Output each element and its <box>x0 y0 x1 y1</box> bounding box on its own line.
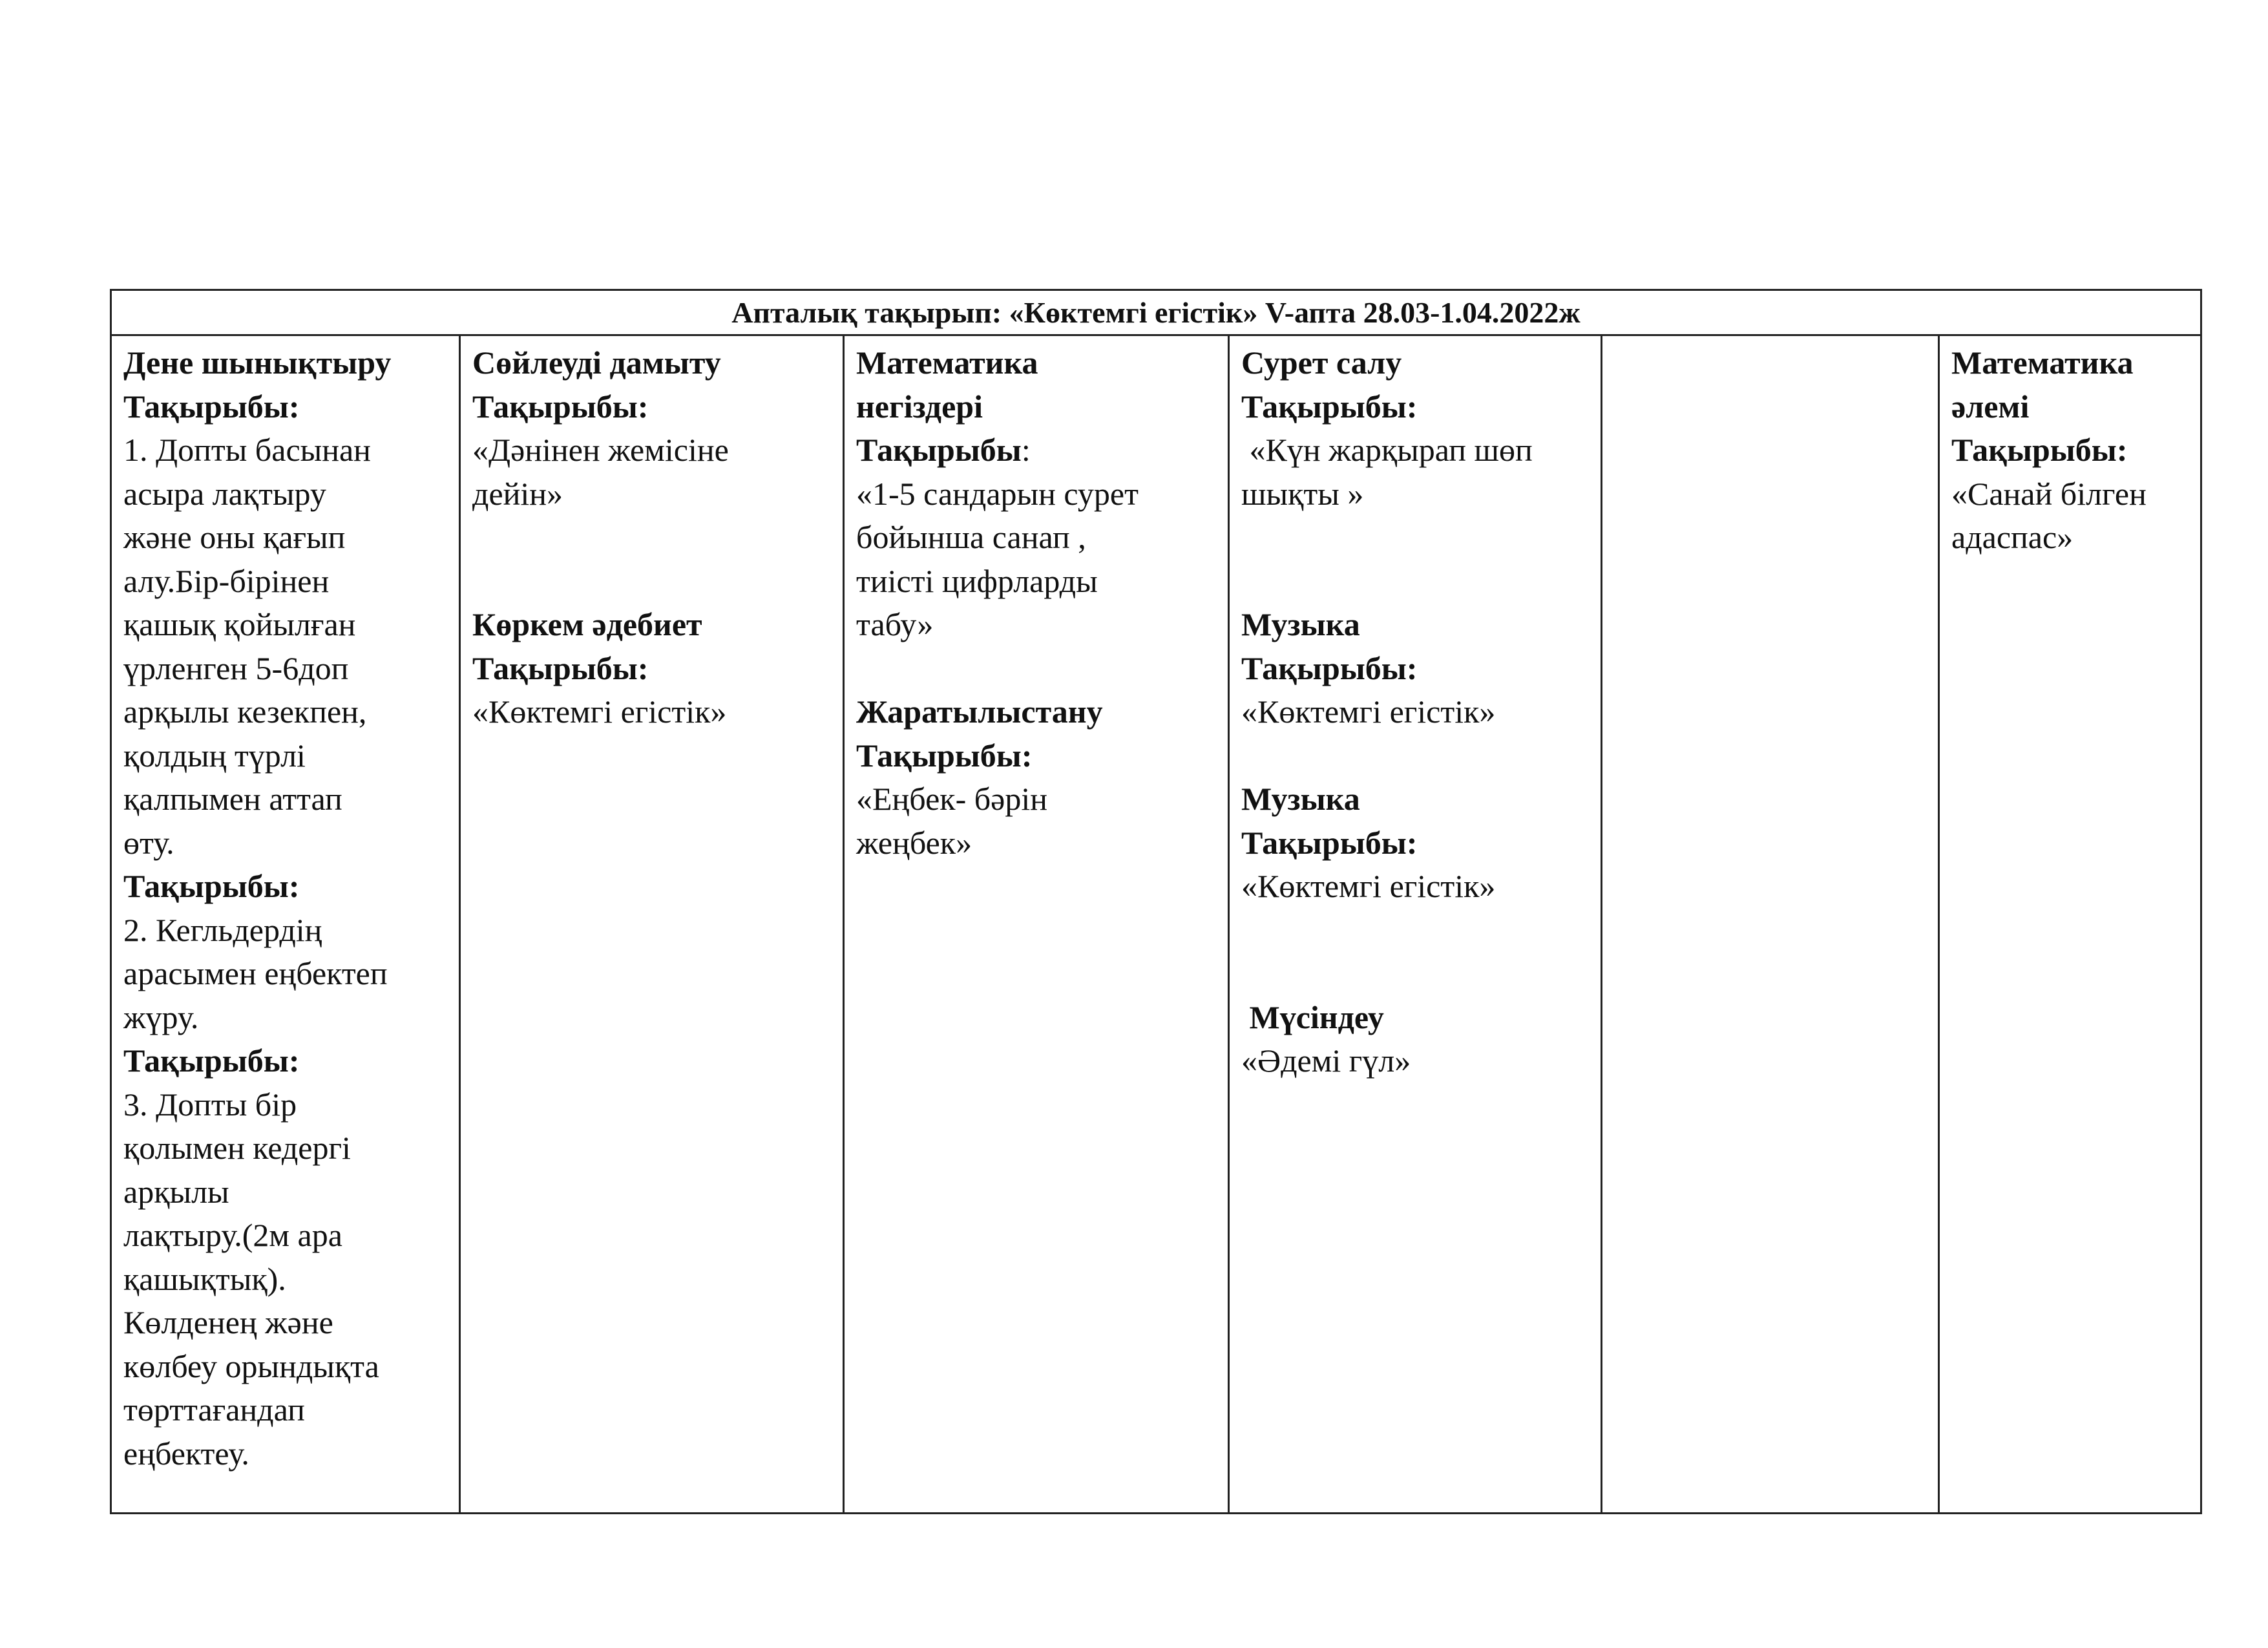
text-line: «Еңбек- бәрін <box>856 781 1047 817</box>
topic-label: Тақырыбы: <box>856 737 1033 774</box>
text-line: қашықтық). <box>123 1260 286 1297</box>
text-line: «Санай білген <box>1951 475 2147 512</box>
spacer <box>856 647 1219 691</box>
topic-label: Тақырыбы: <box>123 388 300 425</box>
text-line: адаспас» <box>1951 519 2074 555</box>
text-line: асыра лақтыру <box>123 475 326 512</box>
text-line: көлбеу орындықта <box>123 1347 379 1384</box>
text-line: «Әдемі гүл» <box>1241 1042 1411 1079</box>
topic-label: Тақырыбы: <box>1241 650 1418 686</box>
column-math-basics <box>843 336 1228 1512</box>
text-line: қолымен кедергі <box>123 1130 351 1166</box>
topic-label: Тақырыбы: <box>1951 432 2128 468</box>
topic-label: Тақырыбы: <box>1241 824 1418 861</box>
text-line: «Күн жарқырап шөп <box>1241 432 1533 468</box>
text-line: алу.Бір-бірінен <box>123 562 330 599</box>
column-physical-education <box>112 336 459 1512</box>
text-line: 2. Кегльдердің <box>123 911 322 948</box>
text-line: дейін» <box>472 475 563 512</box>
text-line: «Дәнінен жемісіне <box>472 432 729 468</box>
text-line: «Көктемгі егістік» <box>1241 868 1496 904</box>
column-math-world <box>1938 336 2202 1512</box>
column-heading: Математика <box>856 344 1038 381</box>
text-line: табу» <box>856 606 934 642</box>
column-drawing <box>1228 336 1601 1512</box>
text-line: «Көктемгі егістік» <box>1241 693 1496 730</box>
text-line: арқылы кезекпен, <box>123 693 367 730</box>
text-line: 3. Допты бір <box>123 1086 297 1123</box>
weekly-plan-table <box>110 289 2202 1514</box>
topic-label-line <box>856 428 1219 472</box>
topic-label: Тақырыбы: <box>123 1042 300 1079</box>
spacer <box>1241 909 1591 996</box>
text-line: арасымен еңбектеп <box>123 955 388 991</box>
section-heading: Музыка <box>1241 606 1360 642</box>
text-line: «1-5 сандарын сурет <box>856 475 1139 512</box>
topic-label: Тақырыбы <box>856 432 1022 468</box>
column-heading: Сөйлеуді дамыту <box>472 344 721 381</box>
topic-label: Тақырыбы: <box>472 388 649 425</box>
topic-label: Тақырыбы: <box>123 868 300 904</box>
text-line: төрттағандап <box>123 1391 305 1428</box>
text-line: арқылы <box>123 1173 229 1210</box>
text-line: бойынша санап , <box>856 519 1086 555</box>
text-line: және оны қағып <box>123 519 346 555</box>
text-line: қалпымен аттап <box>123 781 342 817</box>
text-line: шықты » <box>1241 475 1364 512</box>
section-heading: Музыка <box>1241 781 1360 817</box>
text-line: тиісті цифрларды <box>856 562 1098 599</box>
text-line: «Көктемгі егістік» <box>472 693 727 730</box>
text-line: лақтыру.(2м ара <box>123 1217 342 1253</box>
topic-label: Тақырыбы: <box>472 650 649 686</box>
text-line: Көлденең және <box>123 1304 333 1340</box>
column-heading: әлемі <box>1951 388 2030 425</box>
spacer <box>1241 734 1591 778</box>
section-heading: Мүсіндеу <box>1241 998 1384 1035</box>
text-line: қашық қойылған <box>123 606 356 642</box>
section-heading: Көркем әдебиет <box>472 606 702 642</box>
text-line: өту. <box>123 824 174 861</box>
table-title: Апталық тақырып: «Көктемгі егістік» V-апта 28.03-1.04.2022ж <box>112 291 2200 336</box>
column-empty <box>1601 336 1938 1512</box>
table-columns <box>112 336 2200 1512</box>
topic-label-colon: : <box>1021 432 1031 468</box>
spacer <box>472 516 834 603</box>
column-heading: Дене шынықтыру <box>123 344 392 381</box>
column-speech-development <box>459 336 843 1512</box>
text-line: 1. Допты басынан <box>123 432 371 468</box>
column-heading: Сурет салу <box>1241 344 1402 381</box>
text-line: жеңбек» <box>856 824 972 861</box>
column-heading: Математика <box>1951 344 2134 381</box>
section-heading: Жаратылыстану <box>856 693 1103 730</box>
text-line: жүру. <box>123 998 199 1035</box>
text-line: қолдың түрлі <box>123 737 306 774</box>
topic-label: Тақырыбы: <box>1241 388 1418 425</box>
text-line: үрленген 5-6доп <box>123 650 349 686</box>
spacer <box>1241 516 1591 603</box>
text-line: еңбектеу. <box>123 1435 249 1472</box>
column-heading: негіздері <box>856 388 983 425</box>
